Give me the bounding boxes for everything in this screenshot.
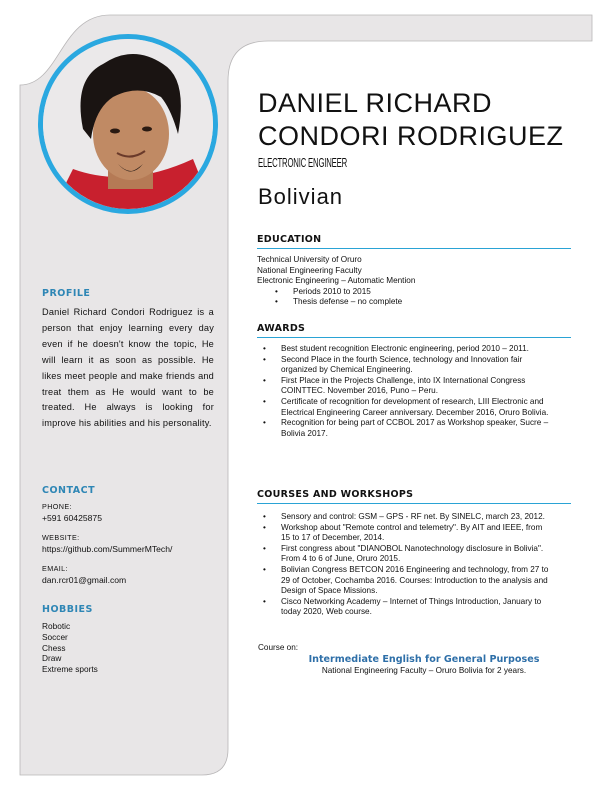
awards-heading: AWARDS (257, 323, 571, 338)
award-item: • Recognition for being part of CCBOL 2017 as Workshop speaker, Sucre – Bolivia 2017. (281, 418, 551, 439)
hobby-item: Extreme sports (42, 664, 98, 675)
education-line: Electronic Engineering – Automatic Mention (257, 276, 416, 286)
course-item: • Bolivian Congress BETCON 2016 Engineering and technology, from 27 to 29 of October, Cochamba 2016. Courses: Introduction to the analysis and Design of Space Missions. (281, 565, 551, 597)
hobbies-section (42, 604, 214, 675)
website-group (42, 533, 222, 554)
education-bullet: • Thesis defense – no complete (293, 297, 571, 308)
website-label: WEBSITE: (42, 533, 80, 542)
course-item: • Cisco Networking Academy – Internet of Things Introduction, January to today 2020, Web course. (281, 597, 551, 618)
hobby-item: Chess (42, 642, 66, 653)
profile-heading: PROFILE (42, 288, 91, 299)
course-item: • Workshop about "Remote control and telemetry". By AIT and IEEE, from 15 to 17 of December, 2014. (281, 523, 551, 544)
award-item: • Second Place in the fourth Science, technology and Innovation fair organized by Chemical Engineering. (281, 355, 551, 376)
phone-label: PHONE: (42, 502, 72, 511)
nationality: Bolivian (258, 184, 344, 209)
contact-section (42, 485, 222, 585)
website-link[interactable]: https://github.com/SummerMTech/ (42, 544, 173, 554)
email-group (42, 564, 222, 585)
email-link[interactable]: dan.rcr01@gmail.com (42, 575, 127, 585)
education-heading: EDUCATION (257, 234, 571, 249)
award-item: • Certificate of recognition for development of research, LIII Electronic and Electrical Engineering Career anniversary. December 2016, Oruro Bolivia. (281, 397, 551, 418)
hobby-item: Draw (42, 653, 62, 664)
english-course-detail: National Engineering Faculty – Oruro Bolivia for 2 years. (321, 666, 527, 675)
course-item: • First congress about "DIANOBOL Nanotechnology disclosure in Bolivia". From 4 to 6 of June, Oruro 2015. (281, 544, 551, 565)
education-bullet: • Periods 2010 to 2015 (293, 287, 571, 298)
education-bullets (293, 287, 571, 308)
phone-group (42, 502, 222, 523)
award-item: • First Place in the Projects Challenge, into IX International Congress COINTTEC. November 2016, Puno – Peru. (281, 376, 551, 397)
email-label: EMAIL: (42, 564, 68, 573)
award-item: • Best student recognition Electronic engineering, period 2010 – 2011. (281, 344, 551, 355)
hobby-item: Robotic (42, 621, 71, 631)
portrait-icon (43, 39, 213, 209)
contact-heading: CONTACT (42, 485, 96, 496)
profile-text: Daniel Richard Condori Rodriguez is a person that enjoy learning every day even if he doesn't know the topic, He will learn it as soon as possible. He likes meet people and make friends and treat them as He would want to be treated. He always is looking for improve his abilities and his personality. (42, 307, 214, 429)
name-line-2: CONDORI RODRIGUEZ (258, 121, 564, 151)
awards-section (257, 323, 571, 439)
course-item: • Sensory and control: GSM – GPS - RF net. By SINELC, march 23, 2012. (281, 512, 551, 523)
courses-list (281, 512, 551, 618)
education-details (257, 255, 571, 287)
education-line: Technical University of Oruro (257, 255, 362, 264)
hobby-item: Soccer (42, 631, 68, 642)
full-name (258, 87, 564, 153)
phone-value[interactable]: +591 60425875 (42, 513, 102, 523)
profile-section (42, 288, 214, 432)
courses-heading: COURSES AND WORKSHOPS (257, 489, 571, 504)
education-section (257, 234, 571, 308)
name-line-1: DANIEL RICHARD (258, 88, 493, 118)
english-course-title: Intermediate English for General Purposes (308, 654, 540, 665)
courses-section (257, 489, 571, 618)
course-on-label: Course on: (258, 643, 299, 652)
profile-photo (38, 34, 218, 214)
education-line: National Engineering Faculty (257, 265, 362, 275)
hobbies-list (42, 621, 214, 675)
awards-list (281, 344, 551, 439)
hobbies-heading: HOBBIES (42, 604, 93, 615)
job-title: ELECTRONIC ENGINEER (258, 156, 348, 170)
